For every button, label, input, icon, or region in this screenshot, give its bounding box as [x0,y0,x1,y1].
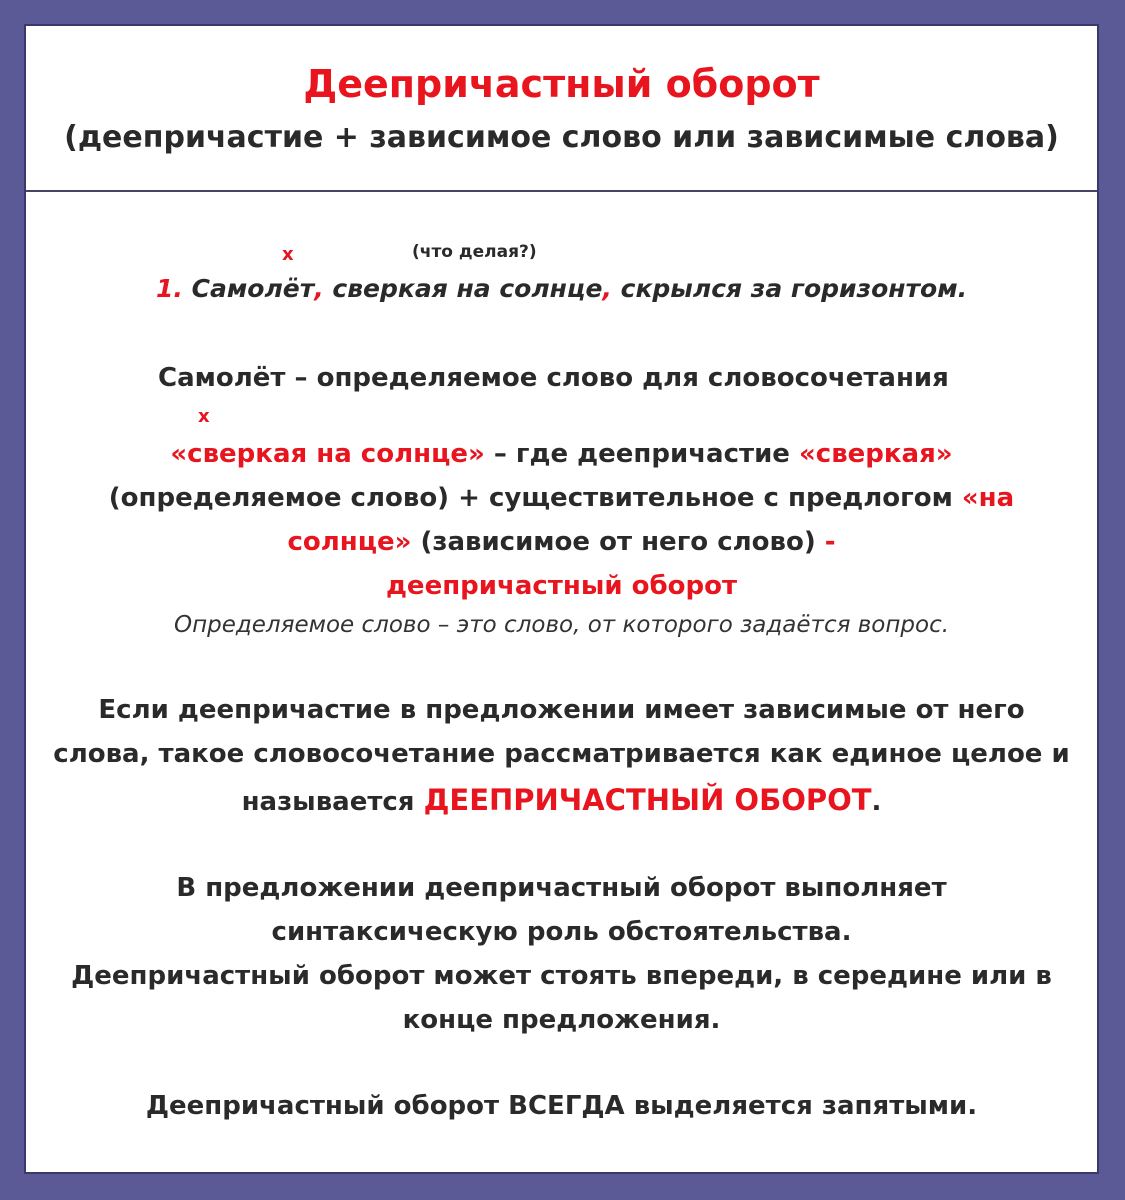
final-rule: Деепричастный оборот ВСЕГДА выделяется запятыми. [145,1091,978,1121]
example-comma-1: , [314,274,324,303]
example-comma-2: , [602,274,612,303]
explanation-line-2 [26,432,1097,476]
syntax-line-4: конце предложения. [402,1005,721,1035]
rule-period: . [871,787,882,817]
explanation-dash: - [824,527,836,557]
example-number: 1. [156,274,183,303]
explanation-mark: х [198,406,210,427]
syntax-line-1: В предложении деепричастный оборот выполняет [176,873,947,903]
term-highlight: деепричастный оборот [385,571,738,601]
example-predicate: скрылся за горизонтом. [611,274,968,303]
explanation-text: (определяемое слово) + существительное с предлогом [108,483,962,513]
syntax-line-2: синтаксическую роль обстоятельства. [271,917,852,947]
rule-term: ДЕЕПРИЧАСТНЫЙ ОБОРОТ [423,783,872,817]
page-title: Деепричастный оборот [303,62,820,106]
explanation-line-5 [26,564,1097,608]
syntax-line-3: Деепричастный оборот может стоять впереди, в середине или в [71,961,1052,991]
noun-quote-start: «на [961,483,1015,513]
page-subtitle: (деепричастие + зависимое слово или зависимые слова) [64,120,1059,155]
phrase-quote: «сверкая на солнце» [170,439,485,469]
rule-line-1: Если деепричастие в предложении имеет зависимые от него [98,695,1025,725]
noun-quote-end: солнце» [287,527,412,557]
example-participle-phrase: сверкая на солнце [323,274,603,303]
example-word-subject: Самолёт [191,274,315,303]
definition-note: Определяемое слово – это слово, от которого задаётся вопрос. [173,612,950,638]
rule-line-2: слова, такое словосочетание рассматривается как единое целое и [53,739,1070,769]
rule-line-3 [26,778,1097,824]
rule-text: называется [241,787,424,817]
header [26,26,1097,192]
participle-quote: «сверкая» [799,439,953,469]
rule-card [24,24,1099,1174]
explanation-text: – где деепричастие [484,439,799,469]
explanation-line-3 [26,476,1097,520]
explanation-line-1: Самолёт – определяемое слово для словосочетания [158,363,949,393]
explanation-text: (зависимое от него слово) [411,527,825,557]
subject-mark: х [282,244,294,265]
example-sentence [156,274,967,303]
explanation-line-4 [26,520,1097,564]
question-label: (что делая?) [412,242,537,262]
